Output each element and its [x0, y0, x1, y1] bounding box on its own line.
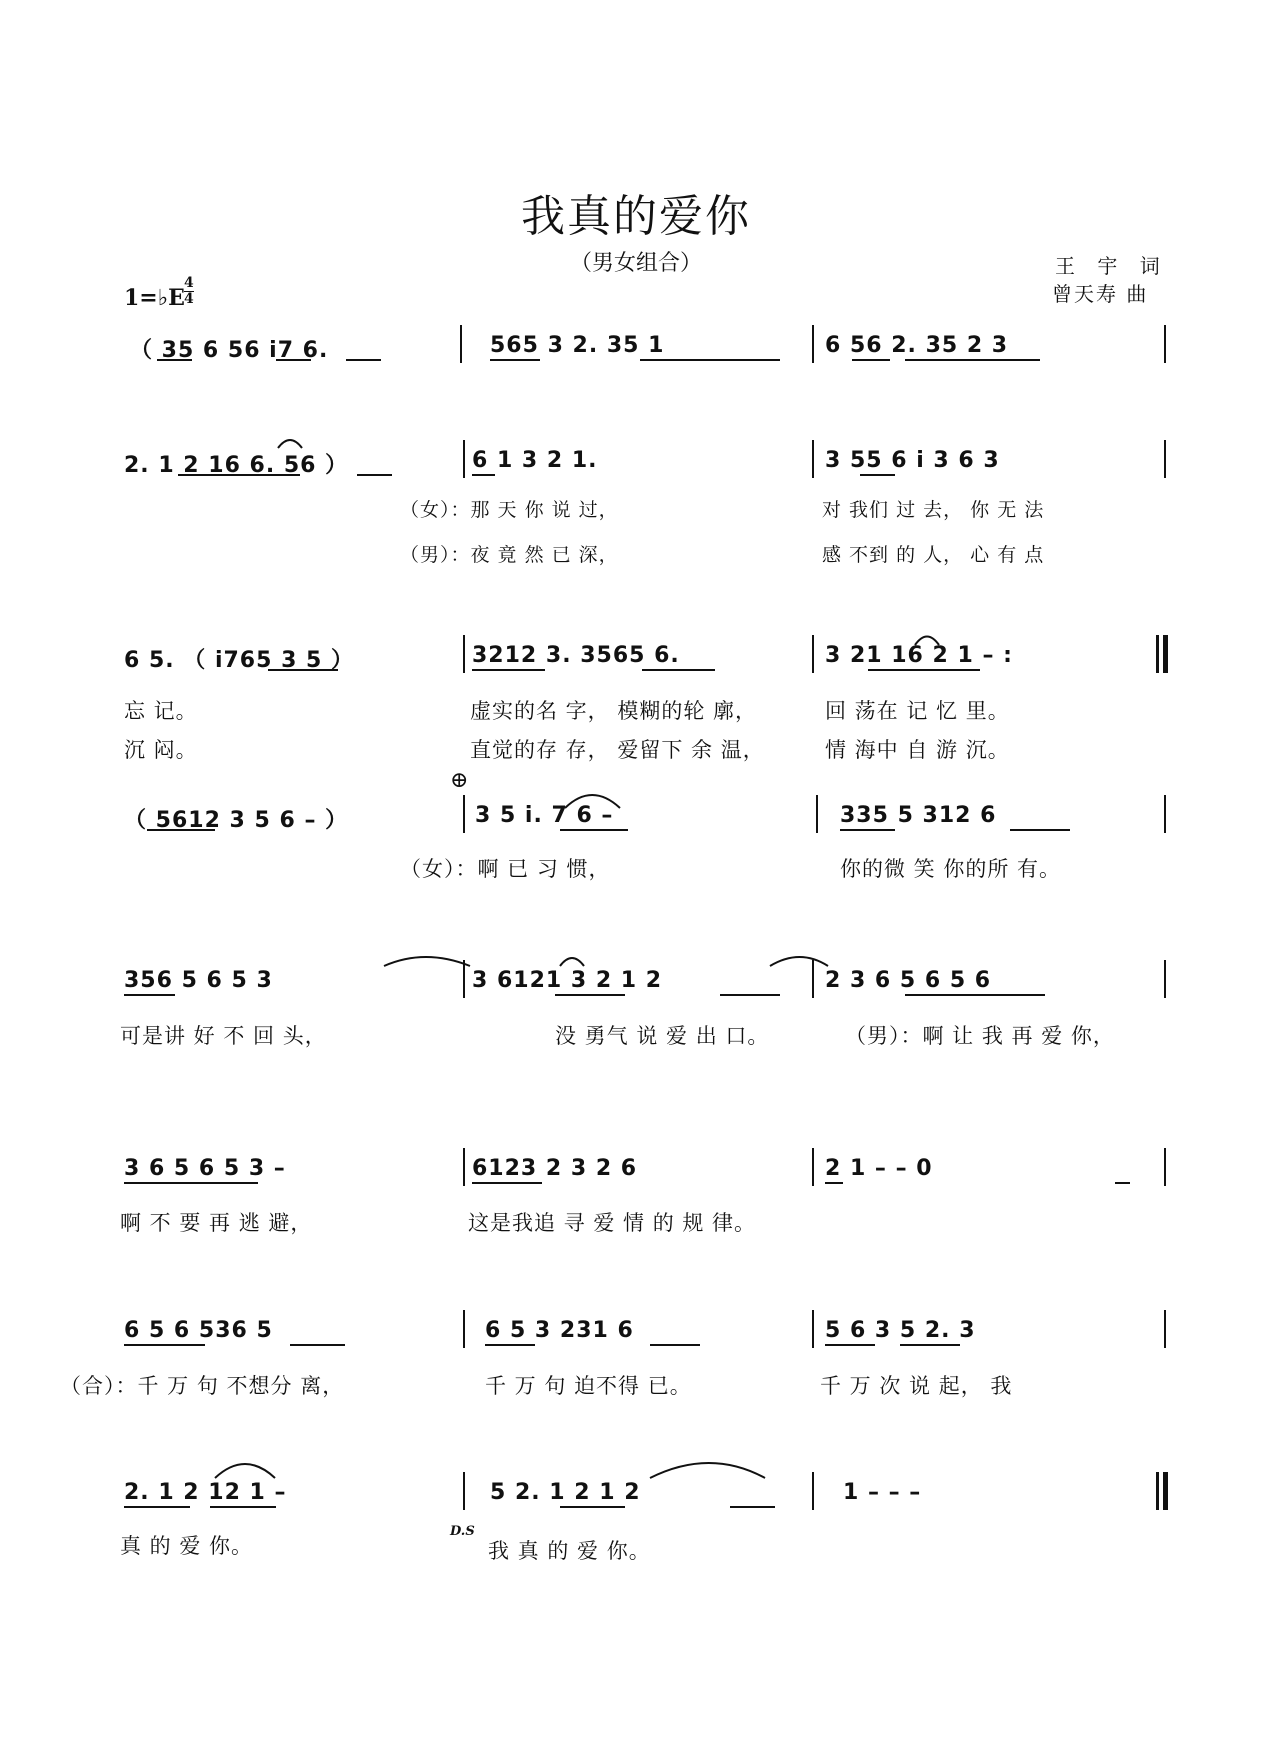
notes-s7-m3: 5 6 3 5 2. 3: [825, 1318, 976, 1343]
lyric-s7-c: 千 万 次 说 起， 我: [820, 1374, 1013, 1398]
notes-s6-m1: 3 6 5 6 5 3 –: [124, 1156, 286, 1181]
barline: [463, 440, 465, 478]
lyric-s2-v1-b: 对 我们 过 去， 你 无 法: [822, 499, 1045, 521]
lyric-s3-v2-c: 情 海中 自 游 沉。: [825, 738, 1010, 762]
slur: [650, 1463, 765, 1478]
slur: [384, 957, 470, 966]
slur: [278, 440, 302, 448]
repeat-barline-thick: [1163, 635, 1168, 673]
barline: [812, 325, 814, 363]
lyric-s3-v1-c: 回 荡在 记 忆 里。: [825, 699, 1010, 723]
repeat-barline-thin: [1156, 635, 1159, 673]
notes-s1-m1: （ 35 6 56 i7 6.: [130, 338, 329, 363]
final-barline-thick: [1163, 1472, 1168, 1510]
lyric-s8-a: 真 的 爱 你。: [120, 1534, 254, 1558]
composer-credit: 曾天寿 曲: [1052, 282, 1149, 306]
slur: [770, 957, 828, 966]
barline: [1164, 325, 1166, 363]
barline: [816, 795, 818, 833]
lyric-s6-a: 啊 不 要 再 逃 避，: [120, 1211, 313, 1235]
lyric-s2-v2-b: 感 不到 的 人， 心 有 点: [822, 544, 1045, 566]
barline: [463, 795, 465, 833]
segno-mark: ⊕: [450, 768, 469, 793]
notes-s3-m3: 3 21 16 2 1 – :: [825, 643, 1013, 668]
notes-s4-m1: （ 5612 3 5 6 – ）: [124, 808, 349, 833]
barline: [812, 440, 814, 478]
barline: [1164, 960, 1166, 998]
notes-s3-m1: 6 5. （ i765 3 5 ）: [124, 648, 355, 673]
barline: [812, 960, 814, 998]
ds-mark: D.S: [450, 1524, 475, 1539]
notes-s5-m1: 356 5 6 5 3: [124, 968, 273, 993]
barline: [463, 1148, 465, 1186]
barline: [463, 635, 465, 673]
notes-s5-m2: 3 6121 3 2 1 2: [472, 968, 663, 993]
barline: [1164, 440, 1166, 478]
lyric-s6-b: 这是我追 寻 爱 情 的 规 律。: [468, 1211, 757, 1235]
barline: [812, 1472, 814, 1510]
notes-s2-m3: 3 55 6 i 3 6 3: [825, 448, 1000, 473]
notes-s8-m3: 1 – – –: [843, 1480, 922, 1505]
barline: [460, 325, 462, 363]
notes-s4-m2: 3 5 i. 7 6 –: [475, 803, 614, 828]
notes-s7-m2: 6 5 3 231 6: [485, 1318, 634, 1343]
final-barline-thin: [1156, 1472, 1159, 1510]
lyric-s5-c: （男）：啊 让 我 再 爱 你，: [845, 1024, 1115, 1048]
notes-s8-m1: 2. 1 2 12 1 –: [124, 1480, 287, 1505]
barline: [812, 1310, 814, 1348]
barline: [463, 1310, 465, 1348]
notes-s6-m2: 6123 2 3 2 6: [472, 1156, 638, 1181]
song-subtitle: （男女组合）: [569, 251, 702, 276]
lyric-s3-v2-b: 直觉的存 存， 爱留下 余 温，: [470, 738, 765, 762]
barline: [1164, 1148, 1166, 1186]
time-signature-top: 4: [184, 275, 194, 291]
barline: [463, 960, 465, 998]
lyric-s5-b: 没 勇气 说 爱 出 口。: [555, 1024, 770, 1048]
notes-s5-m3: 2 3 6 5 6 5 6: [825, 968, 992, 993]
notes-s3-m2: 3212 3. 3565 6.: [472, 643, 680, 668]
barline: [812, 1148, 814, 1186]
lyric-s8-b: 我 真 的 爱 你。: [488, 1539, 651, 1563]
time-signature: [184, 276, 194, 307]
lyric-s4-b: 你的微 笑 你的所 有。: [840, 857, 1062, 881]
barline: [812, 635, 814, 673]
lyric-s3-v2-a: 沉 闷。: [124, 738, 198, 762]
lyric-s4-a: （女）：啊 已 习 惯，: [400, 857, 611, 881]
slur: [215, 1464, 275, 1478]
key-signature: 1=♭E: [124, 285, 185, 311]
time-signature-bottom: 4: [184, 291, 194, 307]
lyric-s3-v1-a: 忘 记。: [124, 699, 198, 723]
slur: [560, 958, 584, 966]
lyric-s7-a: （合）：千 万 句 不想分 离，: [60, 1374, 345, 1398]
barline: [1164, 1310, 1166, 1348]
lyric-s2-v2-a: （男）：夜 竟 然 已 深，: [400, 544, 619, 566]
lyric-s3-v1-b: 虚实的名 字， 模糊的轮 廓，: [470, 699, 758, 723]
notes-s8-m2: 5 2. 1 2 1 2: [490, 1480, 641, 1505]
notes-s1-m3: 6 56 2. 35 2 3: [825, 333, 1009, 358]
lyric-s2-v1-a: （女）：那 天 你 说 过，: [400, 499, 619, 521]
lyric-s5-a: 可是讲 好 不 回 头，: [120, 1024, 327, 1048]
lyric-s7-b: 千 万 句 迫不得 已。: [485, 1374, 692, 1398]
notes-s2-m2: 6 1 3 2 1.: [472, 448, 598, 473]
lyricist-credit: 王 宇 词: [1055, 254, 1168, 278]
notes-s4-m3: 335 5 312 6: [840, 803, 997, 828]
notes-s7-m1: 6 5 6 536 5: [124, 1318, 273, 1343]
notes-s2-m1: 2. 1 2 16 6. 56 ）: [124, 453, 349, 478]
notes-s6-m3: 2 1 – – 0: [825, 1156, 933, 1181]
barline: [1164, 795, 1166, 833]
barline: [463, 1472, 465, 1510]
song-title: 我真的爱你: [521, 191, 751, 242]
notes-s1-m2: 565 3 2. 35 1: [490, 333, 665, 358]
